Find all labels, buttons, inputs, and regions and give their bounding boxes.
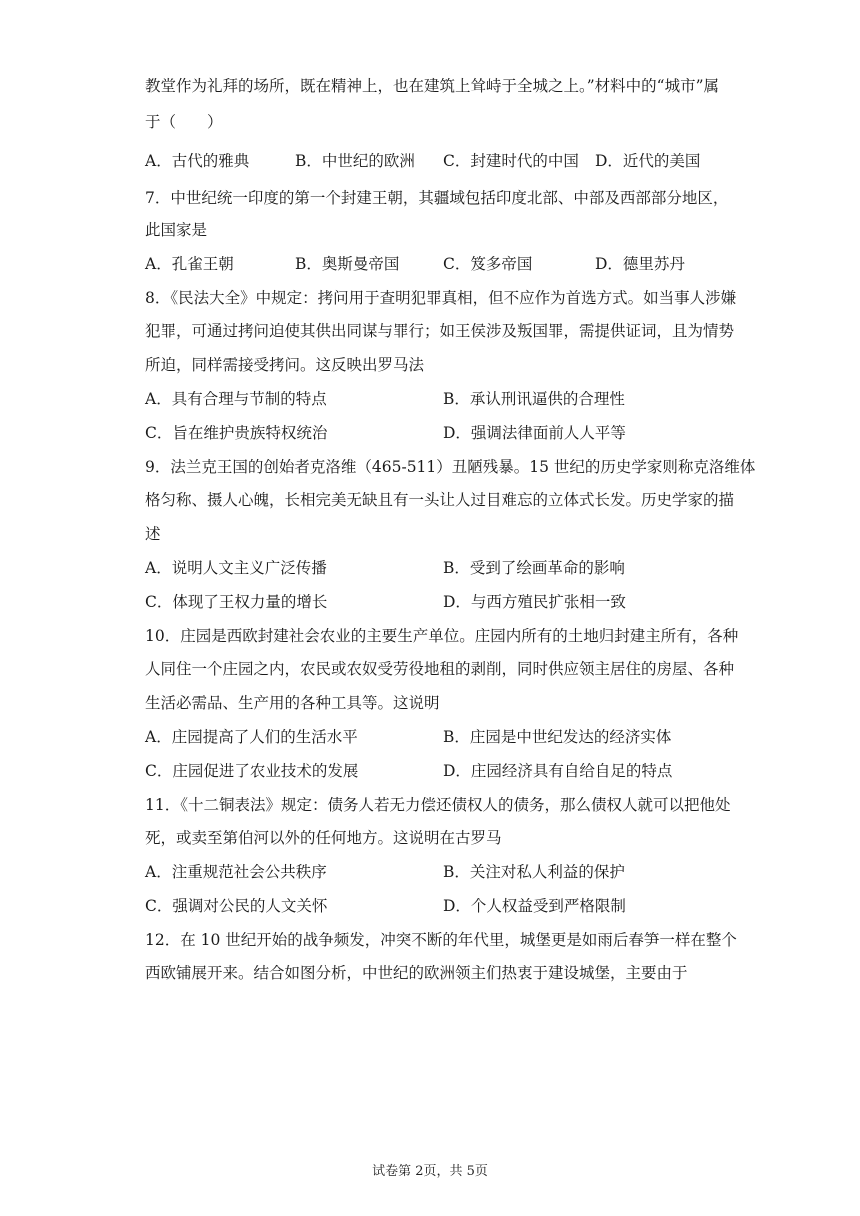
q11-option-c[interactable]: C．强调对公民的人文关怀 [145,897,328,915]
q8-option-a[interactable]: A．具有合理与节制的特点 [145,390,327,408]
q10-option-b[interactable]: B．庄园是中世纪发达的经济实体 [443,728,672,746]
q11-option-d[interactable]: D．个人权益受到严格限制 [443,897,626,915]
q6-option-b[interactable]: B．中世纪的欧洲 [295,152,415,170]
q6-option-a[interactable]: A．古代的雅典 [145,152,250,170]
q11-stem-line-1 [145,795,731,815]
q6-option-c[interactable]: C．封建时代的中国 [443,152,579,170]
q11-stem-line-2: 死，或卖至第伯河以外的任何地方。这说明在古罗马 [145,829,502,847]
q11-stem-text-1: 《十二铜表法》规定：债务人若无力偿还债权人的债务，那么债权人就可以把他处 [180,796,731,814]
q11-option-a[interactable]: A．注重规范社会公共秩序 [145,863,327,881]
q7-option-d[interactable]: D．德里苏丹 [595,255,685,273]
q10-option-c[interactable]: C．庄园促进了农业技术的发展 [145,762,359,780]
q11-option-b[interactable]: B．关注对私人利益的保护 [443,863,625,881]
q9-option-a[interactable]: A．说明人文主义广泛传播 [145,559,327,577]
q10-stem-line-1 [145,626,739,646]
q6-option-d[interactable]: D．近代的美国 [595,152,701,170]
q9-option-b[interactable]: B．受到了绘画革命的影响 [443,559,625,577]
q8-stem-text-1: 《民法大全》中规定：拷问用于查明犯罪真相，但不应作为首选方式。如当事人涉嫌 [170,289,737,307]
q9-option-c[interactable]: C．体现了王权力量的增长 [145,593,328,611]
q7-option-c[interactable]: C．笈多帝国 [443,255,533,273]
q12-stem-line-2: 西欧铺展开来。结合如图分析，中世纪的欧洲领主们热衷于建设城堡，主要由于 [145,964,688,982]
q7-option-b[interactable]: B．奥斯曼帝国 [295,255,400,273]
q10-option-d[interactable]: D．庄园经济具有自给自足的特点 [443,762,673,780]
q7-number: 7． [145,189,171,207]
q12-stem-line-1 [145,930,737,950]
q10-stem-line-3: 生活必需品、生产用的各种工具等。这说明 [145,694,440,712]
q9-option-d[interactable]: D．与西方殖民扩张相一致 [443,593,626,611]
q12-number: 12． [145,931,181,949]
q7-stem-line-2: 此国家是 [145,221,208,239]
q10-stem-text-1: 庄园是西欧封建社会农业的主要生产单位。庄园内所有的土地归封建主所有，各种 [180,627,739,645]
q9-stem-line-1 [145,457,756,477]
q10-option-a[interactable]: A．庄园提高了人们的生活水平 [145,728,358,746]
q10-number: 10． [145,627,181,645]
q12-stem-text-1: 在 10 世纪开始的战争频发，冲突不断的年代里，城堡更是如雨后春笋一样在整个 [180,931,737,949]
q8-stem-line-3: 所迫，同样需接受拷问。这反映出罗马法 [145,356,425,374]
q10-stem-line-2: 人同住一个庄园之内，农民或农奴受劳役地租的剥削，同时供应领主居住的房屋、各种 [145,660,735,678]
q8-option-d[interactable]: D．强调法律面前人人平等 [443,424,626,442]
q6-stem-line-1: 教堂作为礼拜的场所，既在精神上，也在建筑上耸峙于全城之上。”材料中的“城市”属 [145,77,720,95]
q9-stem-text-1: 法兰克王国的创始者克洛维（465-511）丑陋残暴。15 世纪的历史学家则称克洛维体 [170,458,756,476]
q8-stem-line-1 [145,288,737,308]
q9-stem-line-2: 格匀称、摄人心魄，长相完美无缺且有一头让人过目难忘的立体式长发。历史学家的描 [145,491,735,509]
q7-stem-line-1 [145,188,729,208]
q8-option-b[interactable]: B．承认刑讯逼供的合理性 [443,390,625,408]
q9-number: 9． [145,458,171,476]
q8-stem-line-2: 犯罪，可通过拷问迫使其供出同谋与罪行；如王侯涉及叛国罪，需提供证词，且为情势 [145,322,735,340]
q6-stem-line-2: 于（ ） [145,113,223,131]
page-footer: 试卷第 2页，共 5页 [372,1164,488,1179]
q8-option-c[interactable]: C．旨在维护贵族特权统治 [145,424,328,442]
q7-stem-text-1: 中世纪统一印度的第一个封建王朝，其疆域包括印度北部、中部及西部部分地区， [170,189,729,207]
q11-number: 11． [145,796,181,814]
q7-option-a[interactable]: A．孔雀王朝 [145,255,234,273]
q8-number: 8． [145,289,171,307]
q9-stem-line-3: 述 [145,525,161,543]
